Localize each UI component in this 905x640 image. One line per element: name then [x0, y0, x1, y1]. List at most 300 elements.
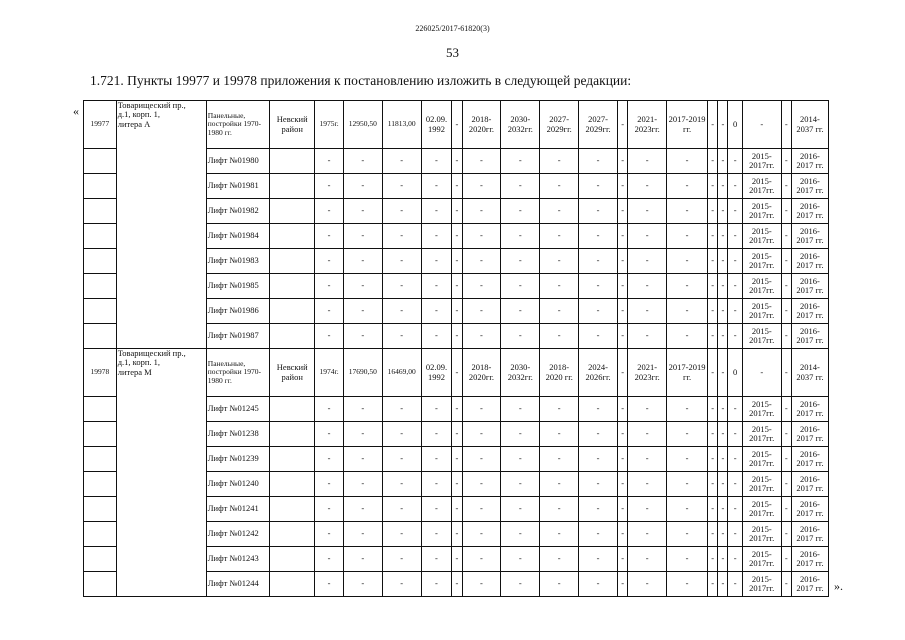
- data-cell: -: [540, 299, 579, 324]
- empty-id-cell: [84, 397, 117, 422]
- data-cell: -: [628, 447, 667, 472]
- data-cell: -: [781, 274, 791, 299]
- data-cell: -: [540, 397, 579, 422]
- data-cell: -: [382, 199, 421, 224]
- empty-district-cell: [270, 472, 315, 497]
- data-cell: -: [708, 349, 718, 397]
- data-cell: -: [343, 249, 382, 274]
- address-line: д.1, корп. 1,: [117, 357, 161, 368]
- data-cell: -: [421, 422, 452, 447]
- table-row: [84, 101, 829, 149]
- data-cell: 2016-2017 гг.: [791, 397, 828, 422]
- empty-id-cell: [84, 299, 117, 324]
- data-cell: 2016-2017 гг.: [791, 547, 828, 572]
- data-cell: -: [462, 224, 501, 249]
- data-cell: -: [421, 324, 452, 349]
- elevator-name-cell: Лифт №01985: [206, 274, 269, 299]
- data-cell: -: [579, 174, 618, 199]
- data-cell: 2027-2029гг.: [540, 101, 579, 149]
- page-number: 53: [446, 45, 459, 60]
- data-cell: -: [540, 472, 579, 497]
- data-cell: -: [618, 149, 628, 174]
- empty-id-cell: [84, 572, 117, 597]
- data-cell: -: [728, 447, 742, 472]
- data-cell: -: [728, 199, 742, 224]
- data-cell: -: [618, 522, 628, 547]
- address-cell: [116, 101, 206, 349]
- data-cell: -: [718, 149, 728, 174]
- data-cell: -: [501, 497, 540, 522]
- elevator-name-cell: Лифт №01243: [206, 547, 269, 572]
- data-cell: -: [462, 199, 501, 224]
- data-cell: 1975г.: [315, 101, 344, 149]
- elevator-name-cell: Лифт №01981: [206, 174, 269, 199]
- data-cell: -: [718, 224, 728, 249]
- data-cell: -: [628, 497, 667, 522]
- data-cell: -: [343, 199, 382, 224]
- data-cell: -: [540, 199, 579, 224]
- data-cell: 0: [728, 101, 742, 149]
- data-cell: 2015-2017гг.: [742, 422, 781, 447]
- data-cell: -: [718, 174, 728, 199]
- data-cell: -: [781, 349, 791, 397]
- data-cell: -: [728, 422, 742, 447]
- data-cell: -: [667, 199, 708, 224]
- data-cell: -: [579, 522, 618, 547]
- data-cell: -: [718, 447, 728, 472]
- data-cell: -: [618, 397, 628, 422]
- elevator-name-cell: Лифт №01244: [206, 572, 269, 597]
- data-cell: -: [742, 101, 781, 149]
- data-cell: -: [667, 324, 708, 349]
- data-cell: -: [462, 472, 501, 497]
- data-cell: -: [781, 447, 791, 472]
- empty-district-cell: [270, 324, 315, 349]
- data-cell: 2016-2017 гг.: [791, 497, 828, 522]
- data-cell: -: [382, 299, 421, 324]
- elevator-name-cell: Лифт №01982: [206, 199, 269, 224]
- data-cell: -: [718, 397, 728, 422]
- data-cell: -: [452, 422, 462, 447]
- data-cell: -: [343, 547, 382, 572]
- data-cell: -: [343, 472, 382, 497]
- data-cell: -: [421, 472, 452, 497]
- data-cell: -: [343, 447, 382, 472]
- data-cell: 2018-2020гг.: [462, 101, 501, 149]
- elevator-name-cell: Лифт №01986: [206, 299, 269, 324]
- empty-id-cell: [84, 422, 117, 447]
- data-cell: -: [462, 324, 501, 349]
- data-cell: -: [343, 149, 382, 174]
- data-cell: -: [421, 522, 452, 547]
- data-cell: 2030-2032гг.: [501, 349, 540, 397]
- empty-district-cell: [270, 249, 315, 274]
- amendment-paragraph: 1.721. Пункты 19977 и 19978 приложения к постановлению изложить в следующей редакции:: [90, 73, 632, 88]
- data-cell: -: [728, 249, 742, 274]
- elevator-name-cell: Лифт №01242: [206, 522, 269, 547]
- data-cell: -: [667, 547, 708, 572]
- data-cell: 2014-2037 гг.: [791, 101, 828, 149]
- data-cell: -: [708, 422, 718, 447]
- data-cell: -: [628, 472, 667, 497]
- data-cell: -: [618, 274, 628, 299]
- empty-id-cell: [84, 472, 117, 497]
- data-cell: -: [315, 572, 344, 597]
- data-cell: -: [382, 547, 421, 572]
- data-cell: -: [452, 397, 462, 422]
- data-cell: -: [667, 224, 708, 249]
- data-cell: -: [462, 547, 501, 572]
- empty-district-cell: [270, 497, 315, 522]
- empty-id-cell: [84, 174, 117, 199]
- data-cell: -: [452, 447, 462, 472]
- data-cell: -: [382, 249, 421, 274]
- data-cell: -: [579, 447, 618, 472]
- empty-district-cell: [270, 522, 315, 547]
- data-cell: -: [382, 397, 421, 422]
- data-cell: -: [579, 274, 618, 299]
- data-cell: -: [315, 174, 344, 199]
- data-cell: -: [579, 547, 618, 572]
- data-cell: 2016-2017 гг.: [791, 274, 828, 299]
- elevator-name-cell: Лифт №01240: [206, 472, 269, 497]
- data-cell: -: [718, 497, 728, 522]
- data-cell: -: [421, 447, 452, 472]
- elevator-name-cell: Лифт №01987: [206, 324, 269, 349]
- data-cell: 2016-2017 гг.: [791, 224, 828, 249]
- data-cell: -: [708, 324, 718, 349]
- data-cell: -: [667, 422, 708, 447]
- data-cell: -: [315, 397, 344, 422]
- address-line: литера А: [117, 118, 151, 129]
- data-cell: -: [343, 174, 382, 199]
- data-cell: -: [452, 149, 462, 174]
- data-cell: 2016-2017 гг.: [791, 472, 828, 497]
- data-cell: 2015-2017гг.: [742, 149, 781, 174]
- data-cell: -: [315, 324, 344, 349]
- data-cell: -: [708, 101, 718, 149]
- data-cell: -: [667, 497, 708, 522]
- data-cell: -: [618, 572, 628, 597]
- data-cell: -: [628, 174, 667, 199]
- data-cell: 2015-2017гг.: [742, 174, 781, 199]
- data-cell: 2016-2017 гг.: [791, 249, 828, 274]
- data-cell: -: [540, 447, 579, 472]
- address-line: д.1, корп. 1,: [117, 109, 161, 120]
- data-cell: -: [501, 249, 540, 274]
- data-cell: -: [540, 224, 579, 249]
- data-cell: -: [579, 472, 618, 497]
- data-cell: -: [343, 324, 382, 349]
- data-cell: -: [343, 397, 382, 422]
- data-cell: -: [540, 149, 579, 174]
- data-cell: -: [315, 497, 344, 522]
- data-cell: -: [708, 497, 718, 522]
- data-cell: Невский район: [270, 349, 315, 397]
- data-cell: 2016-2017 гг.: [791, 572, 828, 597]
- data-cell: -: [781, 472, 791, 497]
- address-cell: [116, 349, 206, 597]
- data-cell: -: [382, 497, 421, 522]
- data-cell: -: [718, 472, 728, 497]
- data-cell: -: [315, 547, 344, 572]
- data-cell: -: [343, 299, 382, 324]
- empty-district-cell: [270, 299, 315, 324]
- data-cell: -: [382, 422, 421, 447]
- data-cell: -: [462, 422, 501, 447]
- data-cell: -: [781, 572, 791, 597]
- data-cell: 2027-2029гг.: [579, 101, 618, 149]
- data-cell: -: [462, 397, 501, 422]
- data-cell: -: [421, 149, 452, 174]
- data-cell: 2016-2017 гг.: [791, 522, 828, 547]
- data-cell: -: [452, 497, 462, 522]
- data-cell: 2015-2017гг.: [742, 324, 781, 349]
- data-cell: -: [579, 497, 618, 522]
- empty-district-cell: [270, 397, 315, 422]
- data-cell: 2021-2023гг.: [628, 101, 667, 149]
- data-cell: -: [781, 397, 791, 422]
- data-cell: -: [501, 274, 540, 299]
- data-cell: 11813,00: [382, 101, 421, 149]
- data-cell: -: [781, 324, 791, 349]
- data-cell: -: [708, 522, 718, 547]
- data-cell: -: [718, 324, 728, 349]
- data-cell: -: [579, 249, 618, 274]
- data-cell: -: [540, 422, 579, 447]
- data-cell: -: [781, 497, 791, 522]
- elevator-name-cell: Лифт №01245: [206, 397, 269, 422]
- data-cell: 2016-2017 гг.: [791, 174, 828, 199]
- data-cell: -: [343, 422, 382, 447]
- data-cell: -: [343, 522, 382, 547]
- data-cell: -: [618, 299, 628, 324]
- data-cell: -: [628, 422, 667, 447]
- data-cell: -: [628, 224, 667, 249]
- data-cell: -: [667, 522, 708, 547]
- data-cell: -: [781, 522, 791, 547]
- data-cell: -: [728, 299, 742, 324]
- data-cell: -: [315, 472, 344, 497]
- data-cell: -: [618, 422, 628, 447]
- data-cell: -: [628, 249, 667, 274]
- data-cell: -: [718, 422, 728, 447]
- data-cell: -: [728, 497, 742, 522]
- data-cell: -: [421, 274, 452, 299]
- empty-district-cell: [270, 224, 315, 249]
- data-cell: -: [501, 472, 540, 497]
- table-row: [84, 349, 829, 397]
- data-cell: -: [579, 397, 618, 422]
- empty-id-cell: [84, 249, 117, 274]
- data-cell: -: [343, 497, 382, 522]
- data-cell: -: [718, 249, 728, 274]
- opening-quote: «: [73, 104, 79, 118]
- data-cell: 2017-2019 гг.: [667, 349, 708, 397]
- data-cell: 02.09. 1992: [421, 349, 452, 397]
- empty-district-cell: [270, 547, 315, 572]
- data-cell: -: [628, 572, 667, 597]
- address-line: Товарищеский пр.,: [117, 100, 186, 110]
- data-cell: 2015-2017гг.: [742, 199, 781, 224]
- data-cell: -: [315, 274, 344, 299]
- empty-district-cell: [270, 149, 315, 174]
- data-cell: -: [579, 299, 618, 324]
- empty-id-cell: [84, 199, 117, 224]
- data-cell: -: [452, 572, 462, 597]
- data-cell: -: [628, 199, 667, 224]
- data-cell: -: [618, 349, 628, 397]
- data-cell: -: [382, 274, 421, 299]
- data-cell: -: [501, 299, 540, 324]
- buildings-table: [83, 100, 829, 597]
- data-cell: -: [667, 299, 708, 324]
- data-cell: -: [708, 299, 718, 324]
- data-cell: -: [628, 274, 667, 299]
- data-cell: -: [540, 497, 579, 522]
- data-cell: -: [315, 249, 344, 274]
- data-cell: -: [728, 324, 742, 349]
- data-cell: 2015-2017гг.: [742, 547, 781, 572]
- data-cell: -: [462, 572, 501, 597]
- data-cell: -: [382, 472, 421, 497]
- data-cell: 2018-2020гг.: [462, 349, 501, 397]
- data-cell: -: [728, 572, 742, 597]
- data-cell: -: [708, 472, 718, 497]
- data-cell: -: [708, 224, 718, 249]
- data-cell: -: [708, 174, 718, 199]
- data-cell: -: [718, 349, 728, 397]
- data-cell: -: [452, 349, 462, 397]
- data-cell: 2015-2017гг.: [742, 497, 781, 522]
- data-cell: -: [618, 101, 628, 149]
- data-cell: 2015-2017гг.: [742, 299, 781, 324]
- data-cell: -: [501, 149, 540, 174]
- data-cell: -: [781, 101, 791, 149]
- empty-district-cell: [270, 274, 315, 299]
- data-cell: -: [501, 397, 540, 422]
- data-cell: 2016-2017 гг.: [791, 299, 828, 324]
- data-cell: -: [781, 422, 791, 447]
- data-cell: 2016-2017 гг.: [791, 149, 828, 174]
- data-cell: -: [452, 174, 462, 199]
- data-cell: -: [708, 572, 718, 597]
- data-cell: 17690,50: [343, 349, 382, 397]
- data-cell: -: [382, 522, 421, 547]
- data-cell: -: [343, 274, 382, 299]
- data-cell: -: [315, 299, 344, 324]
- data-cell: -: [540, 174, 579, 199]
- data-cell: 2015-2017гг.: [742, 572, 781, 597]
- data-cell: -: [382, 324, 421, 349]
- data-cell: -: [382, 572, 421, 597]
- data-cell: -: [618, 497, 628, 522]
- data-cell: -: [708, 199, 718, 224]
- empty-district-cell: [270, 447, 315, 472]
- data-cell: 2015-2017гг.: [742, 522, 781, 547]
- empty-id-cell: [84, 447, 117, 472]
- data-cell: 2016-2017 гг.: [791, 422, 828, 447]
- elevator-name-cell: Лифт №01980: [206, 149, 269, 174]
- elevator-name-cell: Лифт №01983: [206, 249, 269, 274]
- data-cell: -: [421, 572, 452, 597]
- data-cell: -: [742, 349, 781, 397]
- empty-district-cell: [270, 422, 315, 447]
- data-cell: -: [421, 174, 452, 199]
- data-cell: 2015-2017гг.: [742, 472, 781, 497]
- data-cell: -: [501, 199, 540, 224]
- data-cell: -: [718, 299, 728, 324]
- data-cell: -: [718, 101, 728, 149]
- data-cell: -: [628, 324, 667, 349]
- address-line: литера М: [117, 366, 152, 377]
- data-cell: -: [628, 397, 667, 422]
- data-cell: 2015-2017гг.: [742, 249, 781, 274]
- data-cell: 2015-2017гг.: [742, 274, 781, 299]
- data-cell: 2018-2020 гг.: [540, 349, 579, 397]
- elevator-name-cell: Лифт №01984: [206, 224, 269, 249]
- empty-district-cell: [270, 572, 315, 597]
- empty-id-cell: [84, 547, 117, 572]
- data-cell: -: [728, 472, 742, 497]
- empty-id-cell: [84, 497, 117, 522]
- empty-id-cell: [84, 224, 117, 249]
- data-cell: -: [462, 274, 501, 299]
- data-cell: -: [579, 199, 618, 224]
- data-cell: -: [667, 472, 708, 497]
- data-cell: -: [462, 249, 501, 274]
- data-cell: -: [382, 149, 421, 174]
- data-cell: Панельные, постройки 1970-1980 гг.: [206, 349, 269, 397]
- data-cell: -: [728, 547, 742, 572]
- data-cell: -: [667, 274, 708, 299]
- empty-district-cell: [270, 199, 315, 224]
- data-cell: -: [667, 249, 708, 274]
- data-cell: 2015-2017гг.: [742, 447, 781, 472]
- data-cell: -: [452, 224, 462, 249]
- data-cell: -: [618, 547, 628, 572]
- data-cell: -: [540, 572, 579, 597]
- data-cell: 2021-2023гг.: [628, 349, 667, 397]
- data-cell: -: [628, 149, 667, 174]
- data-cell: -: [421, 249, 452, 274]
- data-cell: -: [382, 224, 421, 249]
- building-id-cell: 19977: [84, 101, 117, 149]
- data-cell: -: [343, 572, 382, 597]
- data-cell: -: [452, 472, 462, 497]
- data-cell: -: [462, 149, 501, 174]
- data-cell: -: [667, 149, 708, 174]
- data-cell: 2030-2032гг.: [501, 101, 540, 149]
- data-cell: -: [421, 397, 452, 422]
- data-cell: -: [452, 249, 462, 274]
- closing-quote: ».: [834, 579, 843, 593]
- data-cell: 02.09. 1992: [421, 101, 452, 149]
- data-cell: -: [452, 199, 462, 224]
- data-cell: -: [728, 397, 742, 422]
- data-cell: -: [728, 174, 742, 199]
- data-cell: -: [618, 447, 628, 472]
- data-cell: -: [540, 324, 579, 349]
- data-cell: -: [421, 224, 452, 249]
- data-cell: 1974г.: [315, 349, 344, 397]
- data-cell: 2017-2019 гг.: [667, 101, 708, 149]
- data-cell: -: [315, 422, 344, 447]
- data-cell: -: [708, 274, 718, 299]
- data-cell: 2016-2017 гг.: [791, 447, 828, 472]
- empty-id-cell: [84, 522, 117, 547]
- data-cell: -: [667, 397, 708, 422]
